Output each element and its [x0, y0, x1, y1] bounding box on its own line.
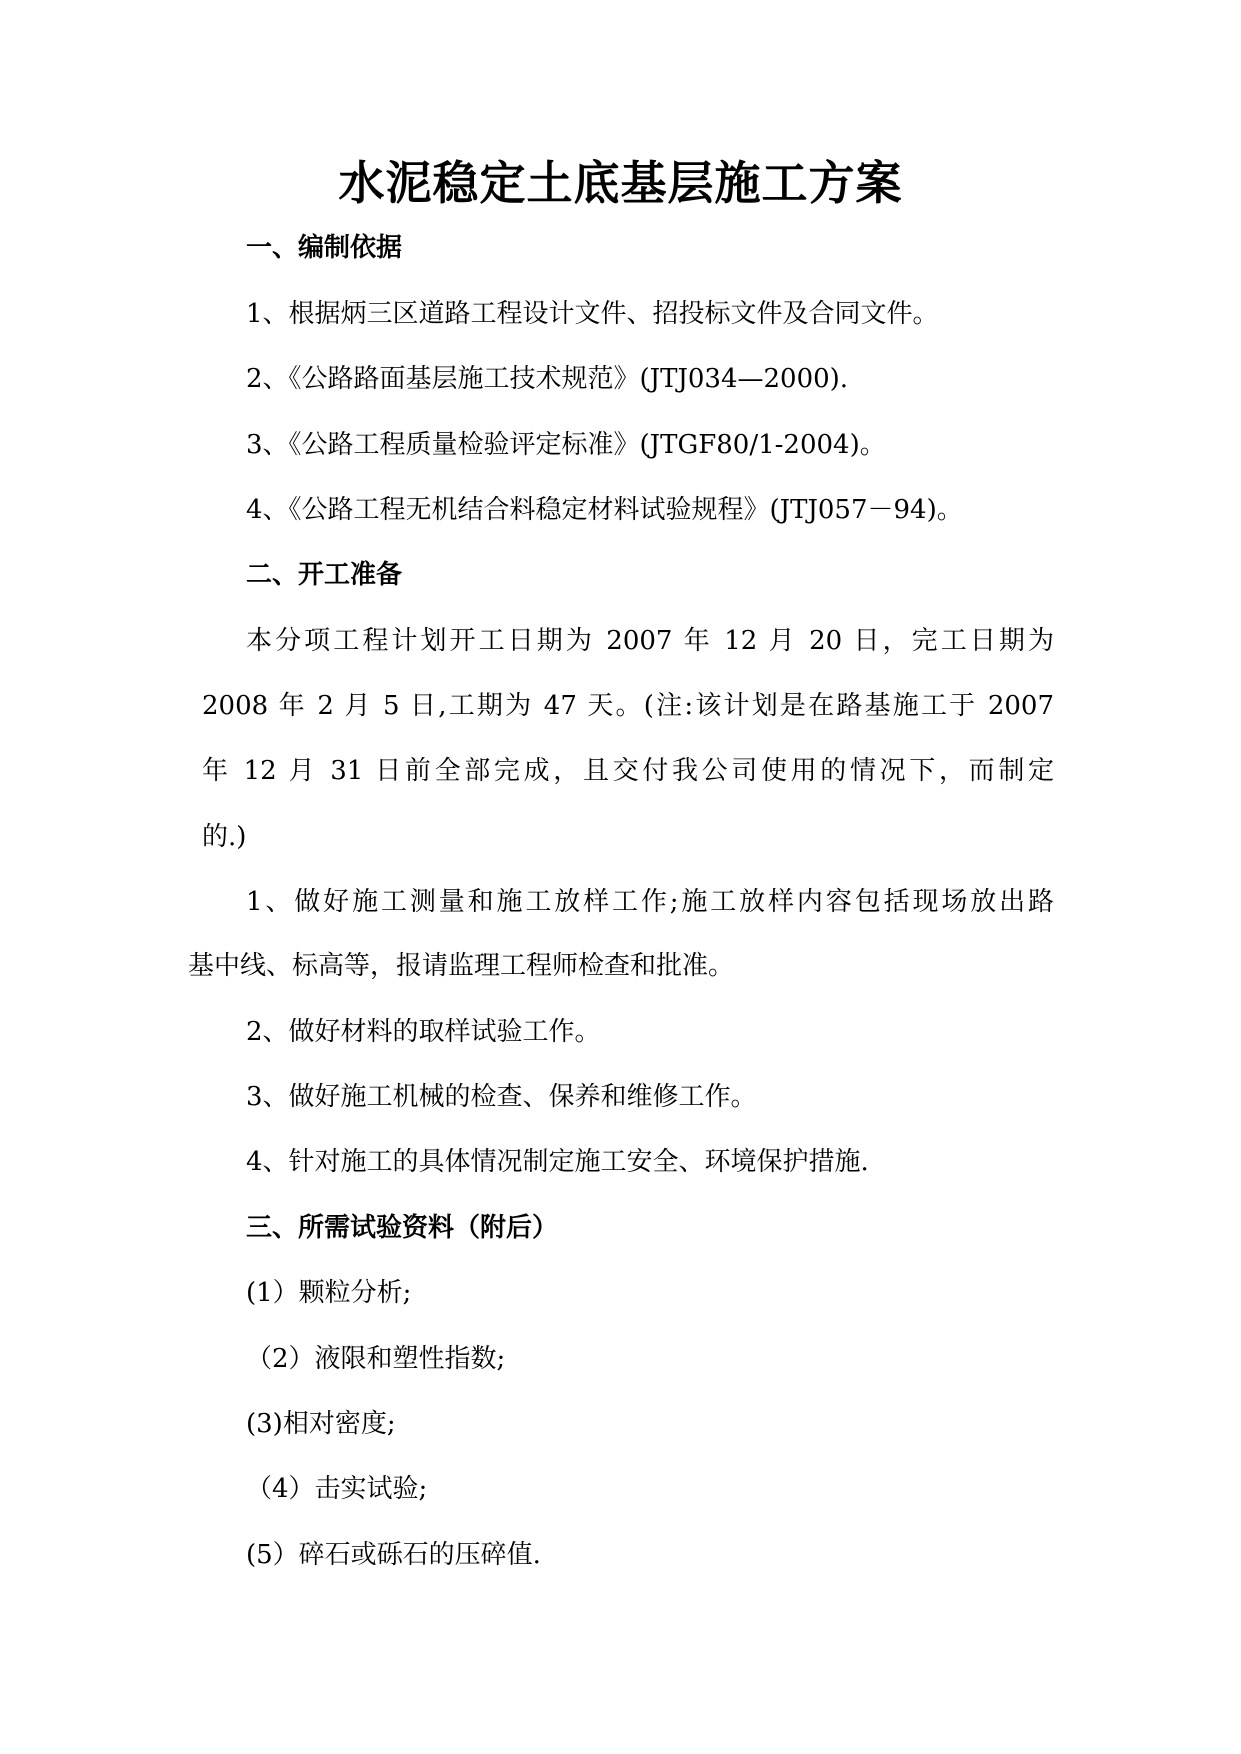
section2-paragraph-line-3: 年 12 月 31 日前全部完成，且交付我公司使用的情况下，而制定	[202, 756, 1054, 786]
section2-item-4: 4、针对施工的具体情况制定施工安全、环境保护措施.	[246, 1147, 869, 1177]
section1-item-2: 2、《公路路面基层施工技术规范》(JTJ034—2000).	[246, 364, 849, 394]
section2-item-3: 3、做好施工机械的检查、保养和维修工作。	[246, 1082, 757, 1112]
section3-item-3: (3)相对密度;	[246, 1409, 396, 1439]
section2-paragraph-line-2: 2008 年 2 月 5 日,工期为 47 天。(注:该计划是在路基施工于 2007	[202, 691, 1054, 721]
section3-heading: 三、所需试验资料（附后）	[246, 1213, 559, 1243]
section1-item-4: 4、《公路工程无机结合料稳定材料试验规程》(JTJ057－94)。	[246, 495, 963, 525]
section2-paragraph-line-4: 的.)	[202, 822, 247, 852]
section3-item-4: （4）击实试验;	[246, 1474, 428, 1504]
section1-item-1: 1、根据炳三区道路工程设计文件、招投标文件及合同文件。	[246, 299, 939, 329]
section2-item-2: 2、做好材料的取样试验工作。	[246, 1017, 601, 1047]
section2-item-1-line-1: 1、做好施工测量和施工放样工作;施工放样内容包括现场放出路	[246, 887, 1054, 917]
section3-item-5: (5）碎石或砾石的压碎值.	[246, 1540, 541, 1570]
section1-heading: 一、编制依据	[246, 233, 403, 263]
section2-item-1-line-2: 基中线、标高等，报请监理工程师检查和批准。	[188, 951, 735, 981]
section2-paragraph-line-1: 本分项工程计划开工日期为 2007 年 12 月 20 日，完工日期为	[246, 626, 1054, 656]
section2-heading: 二、开工准备	[246, 560, 403, 590]
section3-item-1: (1）颗粒分析;	[246, 1278, 412, 1308]
section3-item-2: （2）液限和塑性指数;	[246, 1344, 506, 1374]
section1-item-3: 3、《公路工程质量检验评定标准》(JTGF80/1-2004)。	[246, 430, 886, 460]
document-title: 水泥稳定土底基层施工方案	[338, 156, 903, 210]
